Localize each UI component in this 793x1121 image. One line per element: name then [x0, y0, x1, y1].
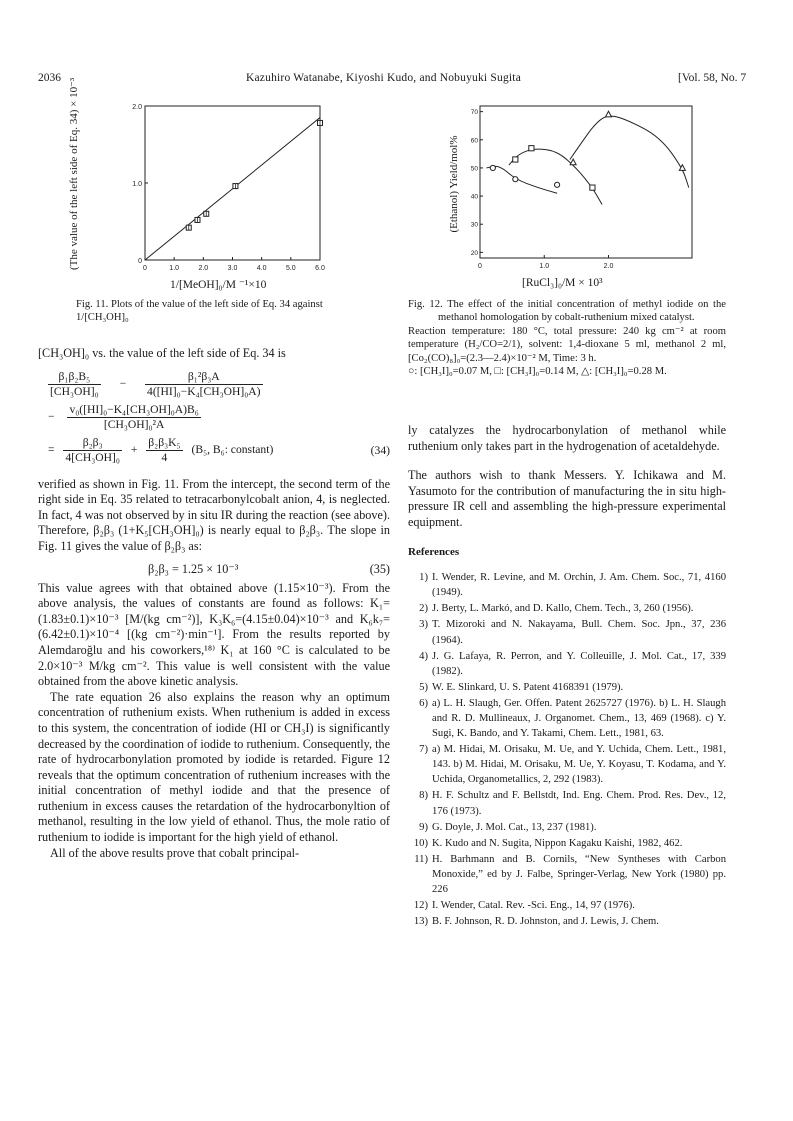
figure-11 [68, 77, 370, 288]
reference-number: 13) [413, 916, 428, 928]
figure-12-chart [460, 98, 720, 273]
figure-12-caption-main [408, 298, 726, 325]
x-tick-label: 4.0 [256, 265, 267, 272]
left-column [38, 346, 390, 861]
reference-number: 10) [413, 837, 428, 849]
reference-text: H. Barhmann and B. Cornils, “New Syntheses with Carbon Monoxide,” ed by J. Falbe, Springer-Verlag, New York (1980) pp. 226 [432, 853, 726, 896]
reference-item [408, 649, 726, 679]
references-list [408, 570, 726, 929]
data-point-square [590, 185, 595, 190]
paragraph-fig11-discussion: verified as shown in Fig. 11. From the intercept, the second term of the right side in Eq. 35 related to tetracarbonylcobalt anion, 4, is neglected. In fact, 4 was not observed by in situ IR during the reaction (see above). Therefore, β₂β₃ (1+K₅[CH₃OH]₀) is nearly equal to β₂β₃. The slope in Fig. 11 gives the value of β₂β₃ as: [38, 476, 390, 553]
figure-12-caption-label: Fig. 12. [408, 299, 443, 310]
reference-item [408, 617, 726, 647]
plot-frame [145, 106, 320, 260]
y-tick-label: 1.0 [132, 181, 142, 188]
right-column [408, 423, 726, 930]
reference-text: K. Kudo and N. Sugita, Nippon Kagaku Kaishi, 1982, 462. [432, 837, 683, 849]
x-tick-label: 3.0 [227, 265, 238, 272]
x-tick-label: 5.0 [285, 265, 296, 272]
equation-35 [38, 559, 390, 581]
plot-frame [480, 106, 692, 258]
y-tick-label: 2.0 [132, 104, 142, 111]
reference-item [408, 680, 726, 695]
volume-info: [Vol. 58, No. 7 [678, 72, 747, 84]
figure-12-caption-legend: ○: [CH₃I]₀=0.07 M, □: [CH₃I]₀=0.14 M, △: [CH₃I]₀=0.28 M. [408, 366, 667, 378]
reference-number: 11) [414, 853, 428, 865]
reference-text: I. Wender, Catal. Rev. -Sci. Eng., 14, 97 (1976). [432, 900, 635, 912]
eq-minus-2: − [48, 409, 55, 423]
eq-term-4: $\frac{\text{β₂β₃}}{\text{4[CH₃OH]₀}}$ [65, 435, 120, 464]
eq-minus: − [119, 376, 127, 390]
reference-number: 2) [419, 603, 428, 615]
x-tick-label: 6.0 [315, 265, 325, 272]
figure-11-caption [76, 298, 376, 325]
reference-number: 3) [419, 619, 428, 631]
eq-number-35: (35) [369, 561, 390, 576]
paragraph-constants: This value agrees with that obtained above (1.15×10⁻³). From the above analysis, the values of constants are found as follows: K₁=(1.83±0.1)×10⁻³ [M/(kg cm⁻²)], K₃K₆=(4.15±0.04)×10⁻³ and K₆k₇=(6.42±0.1)×10⁻⁴ [(kg cm⁻²)·min⁻¹]. From the results reported by Alemdaroğlu and his coworkers,¹⁸⁾ K₁ at 160 °C is calculated to be 2.0×10⁻³ M/kg cm⁻². This value is well consistent with the value obtained from the above kinetic analysis. [38, 580, 390, 689]
reference-number: 1) [419, 572, 428, 584]
reference-text: J. G. Lafaya, R. Perron, and Y. Colleuille, J. Mol. Cat., 17, 339 (1982). [432, 650, 726, 677]
data-point-square [529, 146, 534, 151]
figure-12-caption [408, 298, 726, 378]
reference-text: G. Doyle, J. Mol. Cat., 13, 237 (1981). [432, 821, 597, 833]
curve-circle [486, 166, 557, 193]
reference-item [408, 898, 726, 913]
eq-term-3: $\frac{\text{v₀([HI]₀−K₄[CH₃OH]₀A)B₆}}{\text{[CH₃OH]₀²A}}$ [69, 402, 199, 431]
y-tick-label: 50 [470, 165, 478, 173]
data-point-circle [490, 165, 495, 170]
y-tick-label: 0 [138, 258, 142, 265]
reference-number: 9) [419, 821, 428, 833]
figure-11-caption-label: Fig. 11. [76, 299, 109, 310]
curve-triangle [570, 116, 689, 187]
reference-text: I. Wender, R. Levine, and M. Orchin, J. Am. Chem. Soc., 71, 4160 (1949). [432, 572, 726, 599]
figure-12-caption-conditions: Reaction temperature: 180 °C, total pressure: 240 kg cm⁻² at room temperature (H₂/CO=2/1), solvent: 1,4-dioxane 5 ml, methanol 2 ml, [Co₂(CO)₈]₀=(2.3—2.4)×10⁻² M, Time: 3 h. [408, 325, 726, 364]
page-number: 2036 [38, 72, 61, 84]
y-tick-label: 60 [470, 137, 478, 145]
x-tick-label: 0 [478, 263, 482, 270]
figure-12-ylabel: (Ethanol) Yield/mol% [448, 135, 460, 233]
eq-term-2: $\frac{\text{β₁²β₃A}}{\text{4([HI]₀−K₄[CH₃OH]₀A)}}$ [147, 369, 261, 398]
x-tick-label: 2.0 [603, 263, 614, 270]
references-title: References [408, 545, 460, 558]
data-point-circle [513, 177, 518, 182]
eq-35-body: β₂β₃ = 1.25 × 10⁻³ [148, 561, 239, 576]
eq-equals: = [48, 442, 55, 456]
x-tick-label: 0 [143, 265, 147, 272]
reference-number: 8) [419, 790, 428, 802]
y-tick-label: 30 [470, 221, 478, 229]
x-tick-label: 2.0 [198, 265, 209, 272]
reference-number: 4) [419, 650, 428, 662]
acknowledgement: The authors wish to thank Messers. Y. Ichikawa and M. Yasumoto for the contribution of manufacturing the in situ high-pressure IR cell and assembling the high-pressure experimental equipment. [408, 468, 726, 529]
reference-number: 12) [413, 900, 428, 912]
reference-item [408, 601, 726, 616]
figure-11-ylabel: (The value of the left side of Eq. 34) × 10⁻³ [68, 77, 80, 270]
eq-term-5: $\frac{\text{β₂β₃K₅}}{4}$ [148, 435, 181, 464]
data-point-square [513, 157, 518, 162]
figure-11-xlabel: 1/[MeOH]₀/M ⁻¹×10 [170, 279, 267, 291]
reference-text: a) M. Hidai, M. Orisaku, M. Ue, and Y. Uchida, Chem. Lett., 1981, 143. b) M. Hidai, M. Orisaku, M. Ue, Y. Koyasu, T. Kodama, and Y. Uchida, Organometallics, 2, 292 (1983). [432, 744, 726, 786]
data-point-triangle [570, 159, 576, 165]
running-authors: Kazuhiro Watanabe, Kiyoshi Kudo, and Nobuyuki Sugita [246, 72, 521, 84]
y-tick-label: 70 [470, 109, 478, 117]
reference-text: W. E. Slinkard, U. S. Patent 4168391 (1979). [432, 681, 624, 693]
reference-text: B. F. Johnson, R. D. Johnston, and J. Lewis, J. Chem. [432, 916, 659, 928]
equation-34 [48, 370, 390, 465]
figure-12-caption-line: The effect of the initial concentration of methyl iodide on the methanol homologation by cobalt-ruthenium mixed catalyst. [438, 299, 727, 324]
reference-item [408, 742, 726, 787]
figure-11-caption-text: Plots of the value of the left side of Eq. 34 against 1/[CH₃OH]₀ [76, 299, 323, 324]
reference-text: T. Mizoroki and N. Nakayama, Bull. Chem. Soc. Jpn., 37, 236 (1964). [432, 619, 726, 646]
figure-12 [460, 98, 720, 273]
figure-12-ylabel-wrap [436, 104, 472, 264]
reference-item [408, 836, 726, 851]
reference-number: 6) [419, 697, 428, 709]
curve-square [509, 149, 602, 204]
figure-12-xlabel: [RuCl₃]₀/M × 10³ [522, 277, 603, 289]
figure-11-ylabel-wrap [44, 77, 104, 270]
y-tick-label: 20 [470, 249, 478, 257]
reference-item [408, 914, 726, 929]
y-tick-label: 40 [470, 193, 478, 201]
reference-item [408, 696, 726, 741]
x-tick-label: 1.0 [539, 263, 550, 270]
reference-text: H. F. Schultz and F. Bellstdt, Ind. Eng. Chem. Prod. Res. Dev., 12, 176 (1973). [432, 790, 726, 817]
reference-item [408, 788, 726, 818]
reference-item [408, 570, 726, 600]
x-tick-label: 1.0 [169, 265, 180, 272]
reference-number: 7) [419, 744, 428, 756]
paragraph-conclusion-start: All of the above results prove that cobalt principal- [50, 845, 300, 860]
reference-item [408, 852, 726, 897]
equation-intro: [CH₃OH]₀ vs. the value of the left side of Eq. 34 is [38, 346, 286, 360]
reference-item [408, 820, 726, 835]
paragraph-rate-equation: The rate equation 26 also explains the reason why an optimum concentration of ruthenium exists. When ruthenium is added in excess to this system, the concentration of iodide (HI or CH₃I) is significantly decreased by the coordination of iodide to ruthenium. Consequently, the rate of hydrocarbonylation promoted by iodide is retarded. Figure 12 reveals that the optimum concentration of ruthenium increases with the initial concentration of methyl iodide and that the presence of ruthenium in excess causes the retardation of the hydrocarbonyltion of methanol, resulting in the low yield of ethanol. Thus, the mole ratio of ruthenium to iodide is important for the high yield of ethanol. [38, 689, 390, 845]
reference-number: 5) [419, 681, 428, 693]
eq-term-1: $\frac{\text{β₁β₂B₅}}{\text{[CH₃OH]₀}}$ [50, 369, 99, 398]
data-point-circle [554, 182, 559, 187]
figure-11-chart [68, 77, 370, 288]
eq-note: (B₅, B₆: constant) [191, 442, 274, 456]
eq-plus: + [130, 442, 138, 456]
eq-number-34: (34) [370, 443, 390, 457]
reference-text: J. Berty, L. Markó, and D. Kallo, Chem. Tech., 3, 260 (1956). [432, 603, 694, 615]
paragraph-conclusion-end: ly catalyzes the hydrocarbonylation of methanol while ruthenium only takes part in the hydrogenation of acetaldehyde. [408, 423, 726, 453]
data-point-triangle [605, 111, 611, 117]
reference-text: a) L. H. Slaugh, Ger. Offen. Patent 2625727 (1976). b) L. H. Slaugh and R. D. Mullineaux, J. Organomet. Chem., 13, 469 (1968). c) Y. Sugi, K. Bando, and Y. Takami, Chem. Lett., 1981, 63. [432, 697, 726, 740]
